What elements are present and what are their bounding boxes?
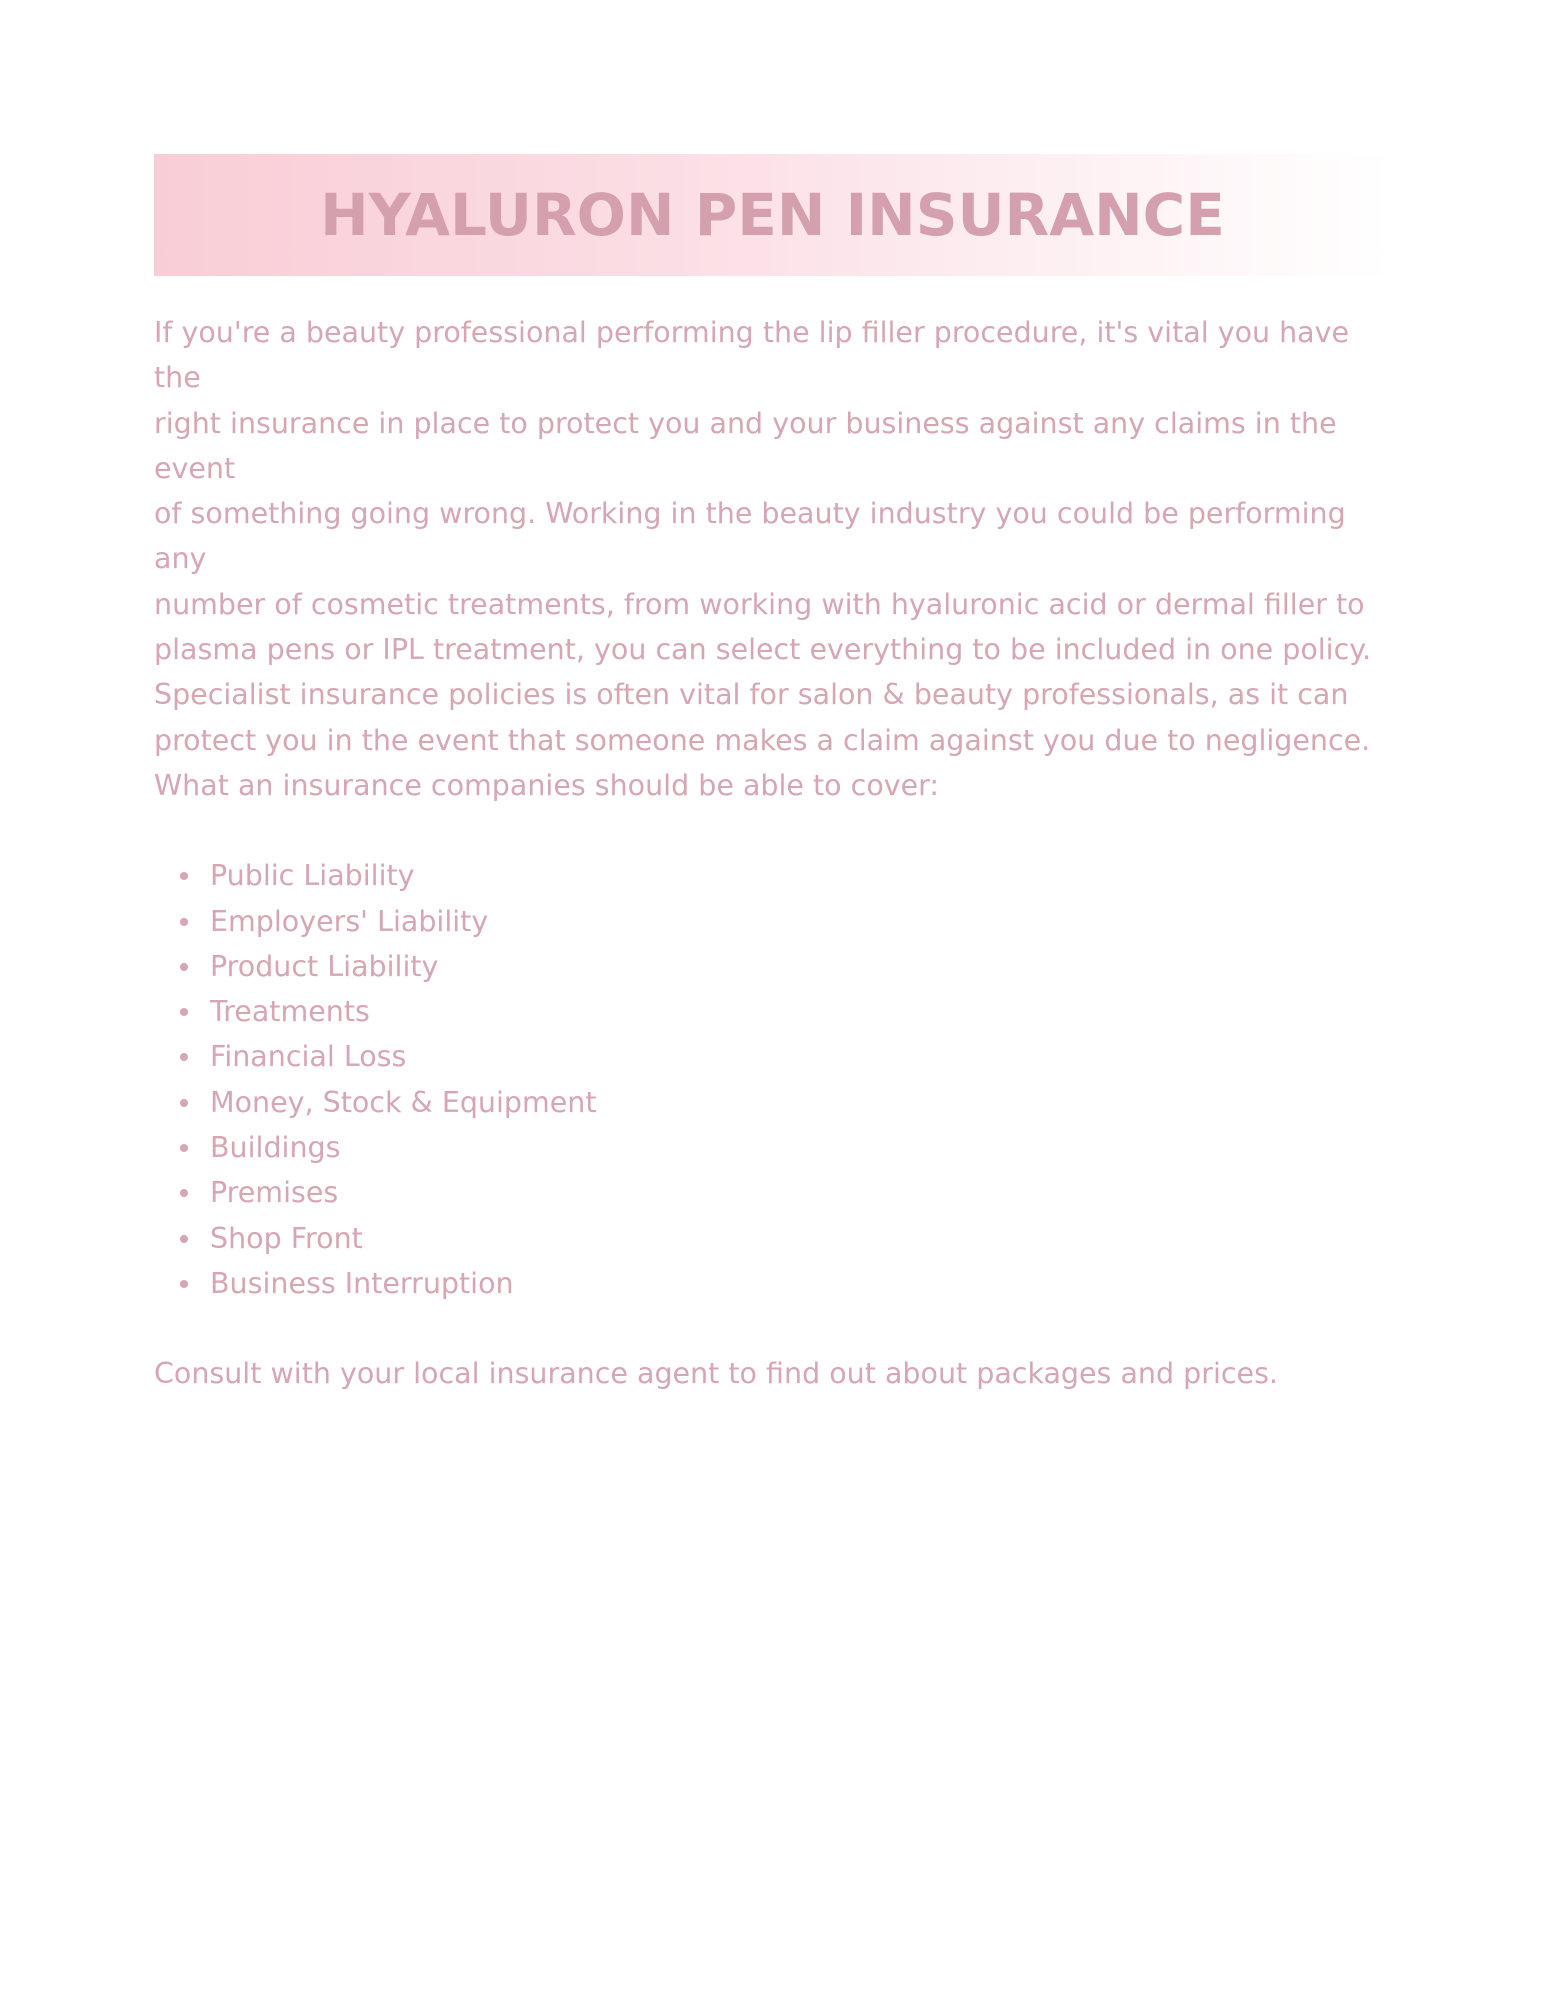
list-item: Premises — [210, 1170, 1394, 1215]
list-item: Money, Stock & Equipment — [210, 1080, 1394, 1125]
coverage-list — [154, 853, 1394, 1306]
list-item: Shop Front — [210, 1216, 1394, 1261]
page-title: HYALURON PEN INSURANCE — [320, 181, 1225, 249]
list-item: Buildings — [210, 1125, 1394, 1170]
title-banner — [154, 154, 1391, 276]
document-body — [154, 310, 1394, 1397]
closing-paragraph: Consult with your local insurance agent to find out about packages and prices. — [154, 1357, 1278, 1391]
list-item: Employers' Liability — [210, 899, 1394, 944]
list-item: Public Liability — [210, 853, 1394, 898]
list-item: Treatments — [210, 989, 1394, 1034]
intro-paragraph: If you're a beauty professional performing the lip filler procedure, it's vital you have the right insurance in place to protect you and your business against any claims in the event of something going wrong. Working in the beauty industry you could be performing any number of cosmetic treatments, from working with hyaluronic acid or dermal filler to plasma pens or IPL treatment, you can select everything to be included in one policy. Specialist insurance policies is often vital for salon & beauty professionals, as it can protect you in the event that someone makes a claim against you due to negligence. What an insurance companies should be able to cover: — [154, 316, 1372, 802]
list-item: Business Interruption — [210, 1261, 1394, 1306]
list-item: Product Liability — [210, 944, 1394, 989]
list-item: Financial Loss — [210, 1034, 1394, 1079]
